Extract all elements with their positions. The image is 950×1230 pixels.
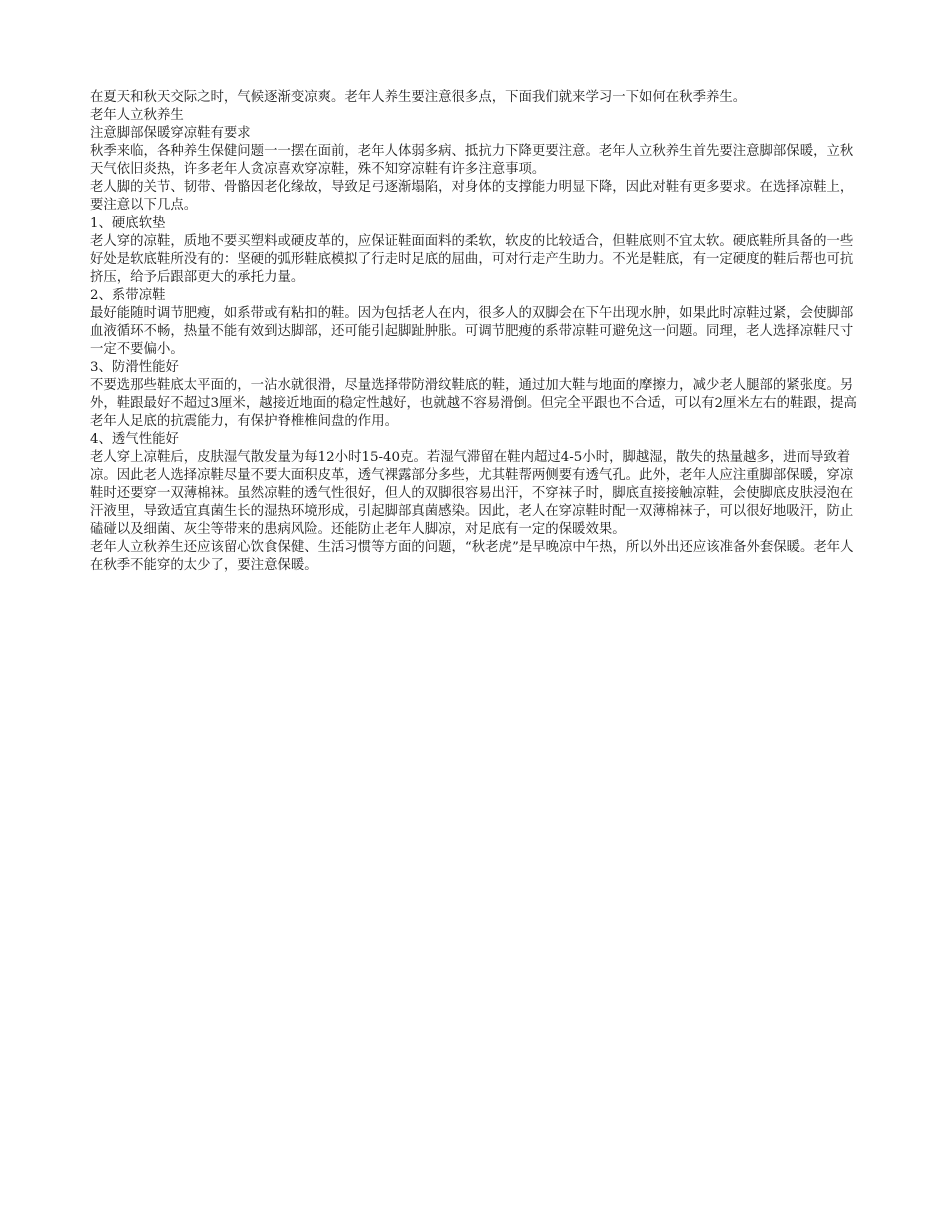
intro-paragraph: 在夏天和秋天交际之时，气候逐渐变凉爽。老年人养生要注意很多点，下面我们就来学习一下如何在秋季养生。 (90, 90, 747, 105)
section-paragraph-breathability: 老人穿上凉鞋后，皮肤湿气散发量为每12小时15-40克。若湿气滞留在鞋内超过4-5小时，脚越湿，散失的热量越多，进而导致着凉。因此老人选择凉鞋尽量不要大面积皮革，透气裸露部分多些，尤其鞋帮两侧要有透气孔。此外，老年人应注重脚部保暖，穿凉鞋时还要穿一双薄棉袜。虽然凉鞋的透气性很好，但人的双脚很容易出汗，不穿袜子时，脚底直接接触凉鞋，会使脚底皮肤浸泡在汗液里，导致适宜真菌生长的湿热环境形成，引起脚部真菌感染。因此，老人在穿凉鞋时配一双薄棉袜子，可以很好地吸汗，防止磕碰以及细菌、灰尘等带来的患病风险。还能防止老年人脚凉，对足底有一定的保暖效果。 (90, 450, 854, 537)
section-heading-anti-slip: 3、防滑性能好 (90, 360, 179, 375)
section-paragraph-strap-sandals: 最好能随时调节肥瘦，如系带或有粘扣的鞋。因为包括老人在内，很多人的双脚会在下午出现水肿，如果此时凉鞋过紧，会使脚部血液循环不畅，热量不能有效到达脚部，还可能引起脚趾肿胀。可调节肥瘦的系带凉鞋可避免这一问题。同理，老人选择凉鞋尺寸一定不要偏小。 (90, 306, 854, 357)
conclusion-paragraph: 老年人立秋养生还应该留心饮食保健、生活习惯等方面的问题，“秋老虎”是早晚凉中午热，所以外出还应该准备外套保暖。老年人在秋季不能穿的太少了，要注意保暖。 (90, 540, 854, 573)
section-heading-strap-sandals: 2、系带凉鞋 (90, 288, 166, 303)
paragraph-autumn-care: 秋季来临，各种养生保健问题一一摆在面前，老年人体弱多病、抵抗力下降更要注意。老年人立秋养生首先要注意脚部保暖，立秋天气依旧炎热，许多老年人贪凉喜欢穿凉鞋，殊不知穿凉鞋有许多注意事项。 (90, 144, 854, 177)
article-body (90, 89, 860, 575)
paragraph-shoe-requirements: 老人脚的关节、韧带、骨骼因老化缘故，导致足弓逐渐塌陷，对身体的支撑能力明显下降，因此对鞋有更多要求。在选择凉鞋上，要注意以下几点。 (90, 180, 854, 213)
section-heading-hard-sole: 1、硬底软垫 (90, 216, 166, 231)
article-title: 老年人立秋养生 (90, 108, 184, 123)
article-subtitle: 注意脚部保暖穿凉鞋有要求 (90, 126, 251, 141)
section-heading-breathability: 4、透气性能好 (90, 432, 179, 447)
section-paragraph-hard-sole: 老人穿的凉鞋，质地不要买塑料或硬皮革的，应保证鞋面面料的柔软，软皮的比较适合，但鞋底则不宜太软。硬底鞋所具备的一些好处是软底鞋所没有的：坚硬的弧形鞋底模拟了行走时足底的屈曲，可对行走产生助力。不光是鞋底，有一定硬度的鞋后帮也可抗挤压，给予后跟部更大的承托力量。 (90, 234, 854, 285)
section-paragraph-anti-slip: 不要选那些鞋底太平面的，一沾水就很滑，尽量选择带防滑纹鞋底的鞋，通过加大鞋与地面的摩擦力，减少老人腿部的紧张度。另外，鞋跟最好不超过3厘米，越接近地面的稳定性越好，也就越不容易滑倒。但完全平跟也不合适，可以有2厘米左右的鞋跟，提高老年人足底的抗震能力，有保护脊椎椎间盘的作用。 (90, 378, 857, 429)
